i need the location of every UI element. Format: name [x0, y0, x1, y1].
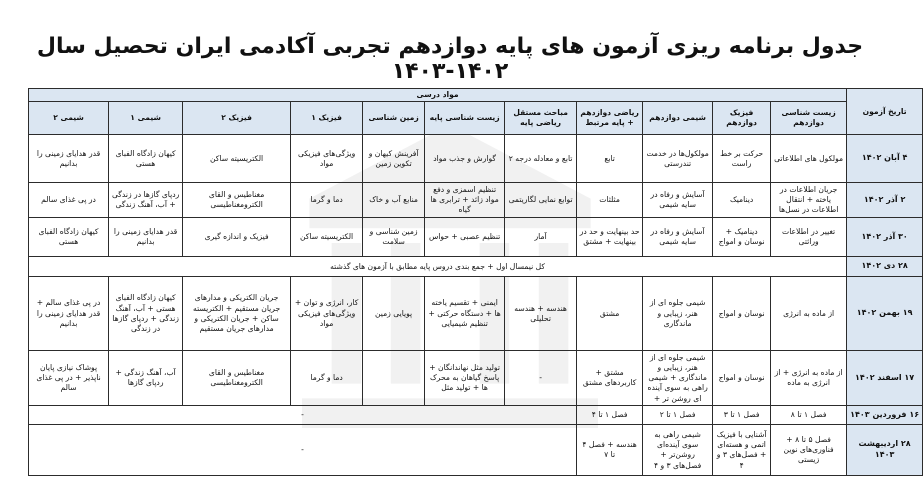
table-cell: کیهان زادگاه الفبای هستی: [109, 135, 183, 183]
table-cell: جریان الکتریکی و مدارهای جریان مستقیم + الکتریسته ساکن + جریان الکتریکی و مدارهای جریان مستقیم: [183, 277, 291, 351]
table-cell: از ماده به انرژی: [771, 277, 847, 351]
table-cell: تابع و معادله درجه ۲: [505, 135, 577, 183]
table-cell: آب، آهنگ زندگی + ردپای گازها: [109, 351, 183, 406]
table-row: [29, 218, 923, 257]
table-cell: مشتق + کاربردهای مشتق: [577, 351, 643, 406]
exam-date-cell: ۱۶ فروردین ۱۴۰۳: [847, 406, 923, 425]
table-cell: دما و گرما: [291, 183, 363, 218]
table-cell: مثلثات: [577, 183, 643, 218]
table-cell: فصل ۱ تا ۸: [771, 406, 847, 425]
table-row: [29, 425, 923, 476]
exam-date-cell: ۴ آبان ۱۴۰۲: [847, 135, 923, 183]
table-cell: حد بینهایت و حد در بینهایت + مشتق: [577, 218, 643, 257]
table-cell: حرکت بر خط راست: [713, 135, 771, 183]
table-row: [29, 135, 923, 183]
table-cell: منابع آب و خاک: [363, 183, 425, 218]
table-cell: در پی غذای سالم: [29, 183, 109, 218]
subject-header: زمین شناسی: [363, 102, 425, 135]
table-cell: از ماده به انرژی + از انرژی به ماده: [771, 351, 847, 406]
table-cell: قدر هدایای زمینی را بدانیم: [29, 135, 109, 183]
date-column-header: تاریخ آزمون: [847, 89, 923, 135]
table-cell: فصل ۱ تا ۲: [643, 406, 713, 425]
table-cell: شیمی جلوه ای از هنر، زیبایی و ماندگاری: [643, 277, 713, 351]
table-cell: آشنایی با فیزیک اتمی و هسته‌ای + فصل‌های ۳ و ۴: [713, 425, 771, 476]
table-cell: -: [29, 406, 577, 425]
table-cell: توابع نمایی لگاریتمی: [505, 183, 577, 218]
subject-header: ریاضی دوازدهم + پایه مرتبط: [577, 102, 643, 135]
table-cell: شیمی راهی به سوی آینده‌ای روشن‌تر + فصل‌های ۳ و ۴: [643, 425, 713, 476]
exam-date-cell: ۲ آذر ۱۴۰۲: [847, 183, 923, 218]
subject-header: زیست شناسی دوازدهم: [771, 102, 847, 135]
table-cell: دینامیک: [713, 183, 771, 218]
subject-header: فیزیک ۱: [291, 102, 363, 135]
table-cell: دینامیک + نوسان و امواج: [713, 218, 771, 257]
table-cell: مغناطیس و القای الکترومغناطیسی: [183, 351, 291, 406]
table-cell: شیمی جلوه ای از هنر، زیبایی و ماندگاری + شیمی راهی به سوی آینده ای روشن تر +: [643, 351, 713, 406]
review-note: کل نیمسال اول + جمع بندی دروس پایه مطابق با آزمون های گذشته: [29, 257, 847, 277]
subject-header: زیست شناسی پایه: [425, 102, 505, 135]
table-cell: -: [505, 351, 577, 406]
table-cell: ردپای گازها در زندگی + آب، آهنگ زندگی: [109, 183, 183, 218]
subject-header: فیزیک دوازدهم: [713, 102, 771, 135]
subject-header: شیمی ۲: [29, 102, 109, 135]
exam-date-cell: ۲۸ اردیبهشت ۱۴۰۳: [847, 425, 923, 476]
table-cell: -: [29, 425, 577, 476]
table-cell: کار، انرژی و توان + ویژگی‌های فیزیکی مواد: [291, 277, 363, 351]
table-row: [29, 351, 923, 406]
table-row: [29, 183, 923, 218]
table-cell: فصل ۵ تا ۸ + فناوری‌های نوین زیستی: [771, 425, 847, 476]
table-cell: پوشاک نیازی پایان ناپذیر + در پی غذای سالم: [29, 351, 109, 406]
table-cell: الکتریسیته ساکن: [183, 135, 291, 183]
table-row: [29, 406, 923, 425]
table-cell: تغییر در اطلاعات وراثتی: [771, 218, 847, 257]
table-cell: آسایش و رفاه در سایه شیمی: [643, 183, 713, 218]
table-cell: تابع: [577, 135, 643, 183]
table-cell: تنظیم عصبی + حواس: [425, 218, 505, 257]
table-row: [29, 277, 923, 351]
table-cell: کیهان زادگاه الفبای هستی + آب، آهنگ زندگی + ردپای گازها در زندگی: [109, 277, 183, 351]
table-cell: آسایش و رفاه در سایه شیمی: [643, 218, 713, 257]
table-cell: در پی غذای سالم + قدر هدایای زمینی را بدانیم: [29, 277, 109, 351]
table-cell: ایمنی + تقسیم یاخته ها + دستگاه حرکتی + تنظیم شیمیایی: [425, 277, 505, 351]
page-title: جدول برنامه ریزی آزمون های پایه دوازدهم تجربی آکادمی ایران تحصیل سال ۱۴۰۲-۱۴۰۳: [36, 34, 864, 84]
table-cell: آمار: [505, 218, 577, 257]
table-cell: مولکول های اطلاعاتی: [771, 135, 847, 183]
table-cell: جریان اطلاعات در یاخته + انتقال اطلاعات در نسل‌ها: [771, 183, 847, 218]
exam-date-cell: ۳۰ آذر ۱۴۰۲: [847, 218, 923, 257]
table-cell: دما و گرما: [291, 351, 363, 406]
table-cell: مغناطیس و القای الکترومغناطیسی: [183, 183, 291, 218]
table-cell: الکتریسیته ساکن: [291, 218, 363, 257]
table-cell: فصل ۱ تا ۴: [577, 406, 643, 425]
subject-header: مباحث مستقل ریاضی پایه: [505, 102, 577, 135]
subject-header: فیزیک ۲: [183, 102, 291, 135]
exam-schedule-table: [28, 88, 923, 476]
exam-date-cell: ۲۸ دی ۱۴۰۲: [847, 257, 923, 277]
subjects-group-header: مواد درسی: [29, 89, 847, 102]
table-cell: فیزیک و اندازه گیری: [183, 218, 291, 257]
table-cell: قدر هدایای زمینی را بدانیم: [109, 218, 183, 257]
table-cell: نوسان و امواج: [713, 351, 771, 406]
subject-header: شیمی دوازدهم: [643, 102, 713, 135]
table-cell: ویژگی‌های فیزیکی مواد: [291, 135, 363, 183]
table-cell: آفرینش کیهان و تکوین زمین: [363, 135, 425, 183]
table-cell: زمین شناسی و سلامت: [363, 218, 425, 257]
table-cell: تولید مثل نهاندانگان + پاسخ گیاهان به محرک ها + تولید مثل: [425, 351, 505, 406]
table-cell: مولکول‌ها در خدمت تندرستی: [643, 135, 713, 183]
exam-date-cell: ۱۹ بهمن ۱۴۰۲: [847, 277, 923, 351]
table-cell: کیهان زادگاه الفبای هستی: [29, 218, 109, 257]
table-cell: گوارش و جذب مواد: [425, 135, 505, 183]
table-row: [29, 257, 923, 277]
exam-date-cell: ۱۷ اسفند ۱۴۰۲: [847, 351, 923, 406]
table-cell: فصل ۱ تا ۳: [713, 406, 771, 425]
table-cell: پویایی زمین: [363, 277, 425, 351]
table-cell: [363, 351, 425, 406]
table-cell: مشتق: [577, 277, 643, 351]
table-cell: نوسان و امواج: [713, 277, 771, 351]
table-cell: هندسه + فصل ۴ تا ۷: [577, 425, 643, 476]
subject-header: شیمی ۱: [109, 102, 183, 135]
table-cell: هندسه + هندسه تحلیلی: [505, 277, 577, 351]
table-cell: تنظیم اسمزی و دفع مواد زائد + ترابری ها گیاه: [425, 183, 505, 218]
